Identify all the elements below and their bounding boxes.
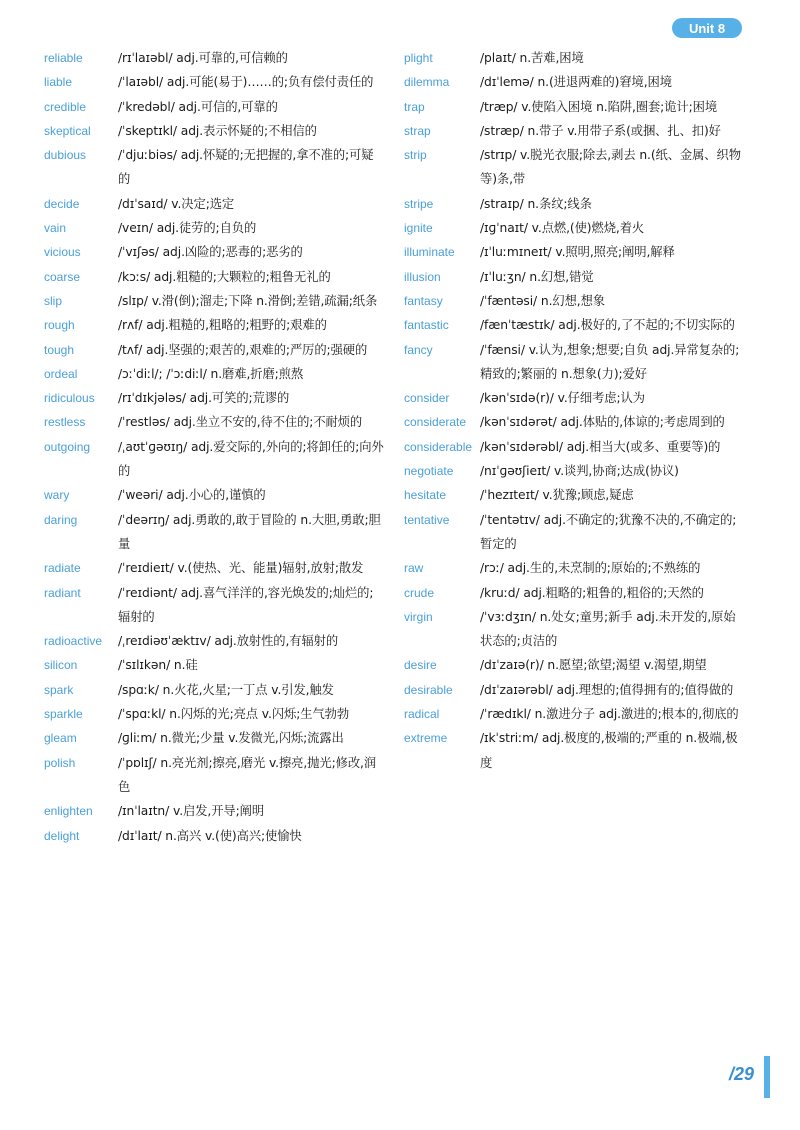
right-column (404, 46, 742, 775)
vocab-word: strap (404, 123, 431, 138)
vocab-definition: /ˈrædɪkl/ n.激进分子 adj.激进的;根本的,彻底的 (480, 707, 739, 722)
vocab-entry (44, 362, 384, 386)
vocab-definition: /ɪɡˈnaɪt/ v.点燃,(使)燃烧,着火 (480, 221, 645, 236)
vocab-definition: /spɑːk/ n.火花,火星;一丁点 v.引发,触发 (118, 682, 334, 697)
vocab-entry (44, 435, 384, 484)
page-edge-bar (764, 1056, 770, 1098)
vocab-definition: /kɔːs/ adj.粗糙的;大颗粒的;粗鲁无礼的 (118, 269, 331, 284)
vocab-word: raw (404, 561, 424, 576)
vocab-definition: /rʌf/ adj.粗糙的,粗略的;粗野的;艰难的 (118, 318, 327, 333)
vocab-definition: /strɪp/ v.脱光衣服;除去,剥去 n.(纸、金属、织物等)条,带 (480, 148, 741, 187)
vocab-definition: /dɪˈlemə/ n.(进退两难的)窘境,困境 (480, 75, 672, 90)
vocab-word: dilemma (404, 75, 450, 90)
vocab-word: restless (44, 415, 86, 430)
vocab-definition: /ˈreɪdieɪt/ v.(使热、光、能量)辐射,放射;散发 (118, 561, 364, 576)
vocab-word: outgoing (44, 439, 91, 454)
vocab-word: ignite (404, 221, 433, 236)
vocab-entry (404, 95, 742, 119)
vocab-entry (44, 581, 384, 630)
vocab-entry (44, 216, 384, 240)
vocab-definition: /ˈskeptɪkl/ adj.表示怀疑的;不相信的 (118, 123, 317, 138)
vocab-word: radiate (44, 561, 81, 576)
vocab-entry (404, 313, 742, 337)
vocab-word: wary (44, 488, 70, 503)
vocab-entry (44, 70, 384, 94)
vocab-definition: /ˈpɒlɪʃ/ n.亮光剂;擦亮,磨光 v.擦亮,抛光;修改,润色 (118, 755, 377, 794)
vocab-definition: /ˈreɪdiənt/ adj.喜气洋洋的,容光焕发的;灿烂的;辐射的 (118, 585, 374, 624)
left-column (44, 46, 384, 848)
page-number: /29 (728, 1064, 754, 1084)
vocab-definition: /ˈfænsi/ v.认为,想象;想要;自负 adj.异常复杂的;精致的;繁丽的 n.想象(力);爱好 (480, 342, 740, 381)
vocab-definition: /ɪˈluːmɪneɪt/ v.照明,照亮;阐明,解释 (480, 245, 675, 260)
vocab-entry (404, 653, 742, 677)
vocab-entry (404, 70, 742, 94)
vocab-word: liable (44, 75, 73, 90)
vocab-entry (44, 824, 384, 848)
vocab-word: vicious (44, 245, 81, 260)
vocab-definition: /ˌaʊtˈɡəʊɪŋ/ adj.爱交际的,外向的;将卸任的;向外的 (118, 439, 384, 479)
vocab-word: rough (44, 318, 75, 333)
vocab-word: skeptical (44, 123, 91, 138)
vocab-word: sparkle (44, 707, 83, 722)
vocab-definition: /ˈfæntəsi/ n.幻想,想象 (480, 293, 605, 308)
vocab-definition: /dɪˈzaɪə(r)/ n.愿望;欲望;渴望 v.渴望,期望 (480, 658, 707, 673)
vocab-entry (404, 386, 742, 410)
vocab-entry (404, 143, 742, 192)
vocab-entry (404, 678, 742, 702)
vocab-entry (44, 508, 384, 557)
vocab-word: coarse (44, 269, 81, 284)
vocab-entry (404, 702, 742, 726)
vocab-entry (404, 605, 742, 654)
vocab-definition: /dɪˈzaɪərəbl/ adj.理想的;值得拥有的;值得做的 (480, 682, 734, 697)
vocab-entry (44, 653, 384, 677)
vocab-definition: /stræp/ n.带子 v.用带子系(或捆、扎、扣)好 (480, 123, 721, 138)
vocab-word: virgin (404, 609, 433, 624)
vocab-definition: /rɔː/ adj.生的,未烹制的;原始的;不熟练的 (480, 561, 701, 576)
vocab-definition: /ˈdeərɪŋ/ adj.勇敢的,敢于冒险的 n.大胆,勇敢;胆量 (118, 512, 381, 551)
vocab-word: dubious (44, 148, 87, 163)
vocab-entry (44, 313, 384, 337)
vocab-entry (44, 556, 384, 580)
vocab-definition: /ɪkˈstriːm/ adj.极度的,极端的;严重的 n.极端,极度 (480, 731, 738, 770)
vocab-entry (404, 483, 742, 507)
vocab-entry (44, 265, 384, 289)
vocab-definition: /ˈtentətɪv/ adj.不确定的;犹豫不决的,不确定的;暂定的 (480, 512, 737, 551)
vocab-word: negotiate (404, 464, 454, 479)
vocab-entry (404, 508, 742, 557)
vocab-entry (404, 119, 742, 143)
vocab-word: desirable (404, 682, 453, 697)
vocab-definition: /ˈspɑːkl/ n.闪烁的光;亮点 v.闪烁;生气勃勃 (118, 707, 350, 722)
vocab-definition: /ɪnˈlaɪtn/ v.启发,开导;阐明 (118, 804, 265, 819)
vocab-entry (404, 240, 742, 264)
vocab-entry (44, 46, 384, 70)
vocab-definition: /tʌf/ adj.坚强的;艰苦的,艰难的;严厉的;强硬的 (118, 342, 368, 357)
vocab-definition: /kənˈsɪdərət/ adj.体贴的,体谅的;考虑周到的 (480, 415, 725, 430)
vocab-entry (44, 410, 384, 434)
vocab-word: fantasy (404, 293, 443, 308)
vocab-word: considerate (404, 415, 467, 430)
vocab-definition: /ˌreɪdiəʊˈæktɪv/ adj.放射性的,有辐射的 (118, 634, 339, 649)
vocab-definition: /veɪn/ adj.徒劳的;自负的 (118, 221, 257, 236)
vocab-definition: /nɪˈɡəʊʃieɪt/ v.谈判,协商;达成(协议) (480, 464, 679, 479)
vocab-word: hesitate (404, 488, 447, 503)
vocab-definition: /ɪˈluːʒn/ n.幻想,错觉 (480, 269, 594, 284)
vocab-entry (404, 581, 742, 605)
vocab-word: enlighten (44, 804, 93, 819)
vocab-entry (44, 726, 384, 750)
vocab-entry (44, 702, 384, 726)
vocab-word: radiant (44, 585, 81, 600)
vocab-word: slip (44, 293, 63, 308)
vocab-entry (404, 338, 742, 387)
vocab-entry (404, 216, 742, 240)
vocab-entry (404, 289, 742, 313)
vocab-definition: /ˈsɪlɪkən/ n.硅 (118, 658, 198, 673)
vocab-word: stripe (404, 196, 434, 211)
vocab-word: plight (404, 51, 433, 65)
vocab-entry (404, 435, 742, 459)
vocab-word: desire (404, 658, 437, 673)
vocab-entry (44, 192, 384, 216)
vocab-definition: /slɪp/ v.滑(倒);溜走;下降 n.滑倒;差错,疏漏;纸条 (118, 293, 378, 308)
vocab-word: vain (44, 221, 67, 236)
vocab-word: decide (44, 196, 80, 211)
vocab-entry (404, 459, 742, 483)
vocab-definition: /ˈhezɪteɪt/ v.犹豫;顾虑,疑虑 (480, 488, 634, 503)
vocab-word: ridiculous (44, 391, 95, 406)
vocab-entry (404, 410, 742, 434)
vocab-entry (44, 678, 384, 702)
vocab-definition: /kənˈsɪdə(r)/ v.仔细考虑;认为 (480, 391, 645, 406)
vocab-entry (44, 483, 384, 507)
vocab-entry (44, 629, 384, 653)
vocab-definition: /dɪˈlaɪt/ n.高兴 v.(使)高兴;使愉快 (118, 828, 302, 843)
vocab-entry (404, 46, 742, 70)
vocab-word: trap (404, 99, 425, 114)
vocab-word: strip (404, 148, 427, 163)
vocab-definition: /rɪˈlaɪəbl/ adj.可靠的,可信赖的 (118, 51, 288, 65)
vocab-entry (404, 192, 742, 216)
vocab-definition: /kənˈsɪdərəbl/ adj.相当大(或多、重要等)的 (480, 439, 721, 454)
vocab-definition: /ˈweəri/ adj.小心的,谨慎的 (118, 488, 266, 503)
vocab-word: extreme (404, 731, 448, 746)
unit-label: Unit 8 (672, 18, 742, 38)
vocab-word: radioactive (44, 634, 103, 649)
vocab-word: ordeal (44, 366, 78, 381)
vocab-definition: /dɪˈsaɪd/ v.决定;选定 (118, 196, 235, 211)
vocab-word: daring (44, 512, 78, 527)
vocab-entry (44, 95, 384, 119)
vocab-word: tentative (404, 512, 450, 527)
vocab-entry (44, 119, 384, 143)
vocab-definition: /ˈlaɪəbl/ adj.可能(易于)……的;负有偿付责任的 (118, 75, 374, 90)
vocab-entry (404, 265, 742, 289)
vocab-entry (44, 143, 384, 192)
vocab-entry (44, 751, 384, 800)
vocab-definition: /ˈdjuːbiəs/ adj.怀疑的;无把握的,拿不准的;可疑的 (118, 148, 374, 187)
vocab-word: considerable (404, 439, 473, 454)
vocab-definition: /rɪˈdɪkjələs/ adj.可笑的;荒谬的 (118, 391, 290, 406)
vocab-entry (44, 386, 384, 410)
vocab-word: fancy (404, 342, 433, 357)
vocab-definition: /straɪp/ n.条纹;线条 (480, 196, 592, 211)
vocab-entry (404, 556, 742, 580)
vocab-definition: /ˈvɪʃəs/ adj.凶险的;恶毒的;恶劣的 (118, 245, 303, 260)
vocab-word: gleam (44, 731, 77, 746)
vocab-entry (404, 726, 742, 775)
vocab-definition: /ɔːˈdiːl/; /ˈɔːdiːl/ n.磨难,折磨;煎熬 (118, 366, 304, 381)
vocab-word: polish (44, 755, 76, 770)
vocab-definition: /plaɪt/ n.苦难,困境 (480, 51, 584, 65)
vocab-definition: /ˈrestləs/ adj.坐立不安的,待不住的;不耐烦的 (118, 415, 363, 430)
vocab-word: radical (404, 707, 440, 722)
vocab-word: silicon (44, 658, 78, 673)
vocab-entry (44, 799, 384, 823)
vocab-word: delight (44, 828, 80, 843)
vocab-word: consider (404, 391, 450, 406)
vocab-entry (44, 338, 384, 362)
vocab-word: crude (404, 585, 435, 600)
vocab-entry (44, 289, 384, 313)
vocab-definition: /ˈvɜːdʒɪn/ n.处女;童男;新手 adj.未开发的,原始状态的;贞洁的 (480, 609, 736, 649)
vocab-word: illusion (404, 269, 441, 284)
vocab-definition: /fænˈtæstɪk/ adj.极好的,了不起的;不切实际的 (480, 318, 735, 333)
vocab-definition: /kruːd/ adj.粗略的;粗鲁的,粗俗的;天然的 (480, 585, 704, 600)
vocab-word: reliable (44, 51, 83, 65)
vocab-word: fantastic (404, 318, 449, 333)
vocab-definition: /ɡliːm/ n.微光;少量 v.发微光,闪烁;流露出 (118, 731, 344, 746)
vocab-definition: /træp/ v.使陷入困境 n.陷阱,圈套;诡计;困境 (480, 99, 718, 114)
vocab-definition: /ˈkredəbl/ adj.可信的,可靠的 (118, 99, 278, 114)
vocab-word: spark (44, 682, 74, 697)
vocab-entry (44, 240, 384, 264)
vocab-word: credible (44, 99, 87, 114)
vocab-word: illuminate (404, 245, 455, 260)
vocab-word: tough (44, 342, 75, 357)
